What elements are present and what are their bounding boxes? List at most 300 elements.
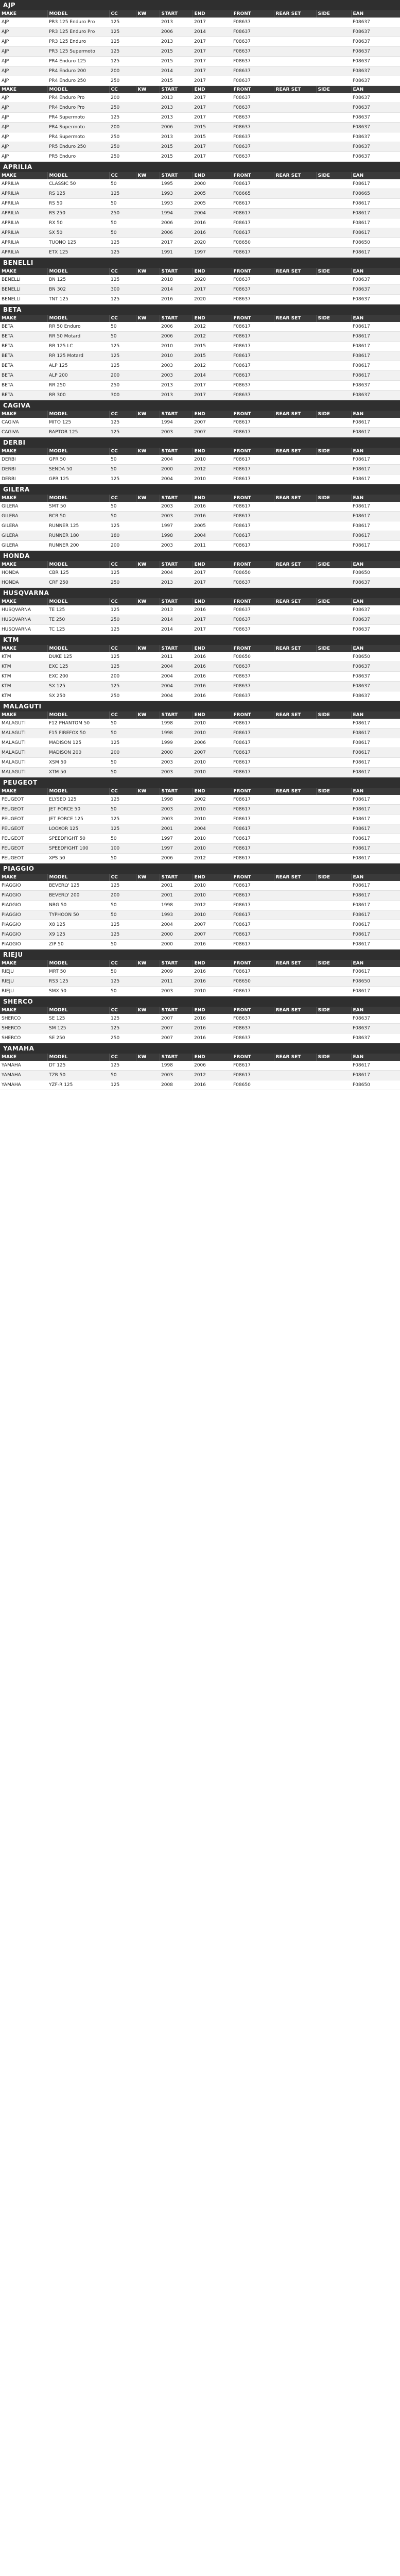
table-row [0,66,400,76]
fitment-table [0,1007,400,1043]
table-cell: 250 [109,76,136,86]
table-cell [274,152,316,162]
table-row [0,27,400,37]
table-cell: 2017 [193,578,232,588]
table-cell: RR 50 Motard [47,332,109,342]
table-cell: F08637 [232,152,274,162]
table-row [0,465,400,474]
column-header: CC [109,268,136,275]
table-cell: 2005 [193,521,232,531]
table-row [0,238,400,248]
column-header: MAKE [0,86,47,93]
table-cell [136,652,160,662]
table-cell [136,295,160,304]
table-cell [136,719,160,728]
table-cell [316,76,351,86]
table-cell [136,615,160,625]
table-cell [136,834,160,844]
table-cell: F08637 [232,391,274,400]
table-cell [316,987,351,996]
table-cell [274,605,316,615]
table-cell [316,1080,351,1090]
column-header: KW [136,561,160,568]
table-cell [274,652,316,662]
column-header: END [193,1054,232,1061]
column-header: START [160,598,193,605]
table-cell: 50 [109,179,136,189]
table-cell [316,18,351,27]
table-cell [274,66,316,76]
table-cell: RS3 125 [47,977,109,987]
table-cell: 1998 [160,1061,193,1071]
table-cell [136,881,160,891]
table-cell [316,381,351,391]
column-header: KW [136,315,160,322]
table-cell [274,455,316,465]
table-cell: 2010 [193,881,232,891]
table-cell: 2007 [160,1014,193,1024]
table-cell: 2013 [160,391,193,400]
table-cell: RIEJU [0,967,47,977]
fitment-table [0,874,400,950]
column-header: REAR SET [274,874,316,881]
table-cell: F08617 [232,891,274,901]
table-row [0,1033,400,1043]
column-header: MAKE [0,411,47,418]
table-cell: SHERCO [0,1033,47,1043]
table-cell: 125 [109,474,136,484]
table-cell: BETA [0,332,47,342]
table-header-row [0,495,400,502]
table-cell [316,844,351,854]
table-cell [136,854,160,863]
fitment-table [0,268,400,304]
table-cell [136,428,160,437]
table-cell: JET FORCE 50 [47,805,109,815]
table-cell: F08637 [232,132,274,142]
table-cell [136,1080,160,1090]
column-header: EAN [351,10,400,18]
table-cell: F08617 [351,834,400,844]
table-cell: GILERA [0,541,47,551]
column-header: MAKE [0,788,47,795]
column-header: SIDE [316,874,351,881]
fitment-table [0,711,400,777]
table-cell: 250 [109,142,136,152]
table-cell: 2015 [193,342,232,351]
table-cell [136,238,160,248]
table-cell: 50 [109,834,136,844]
table-cell: 1998 [160,728,193,738]
column-header: EAN [351,411,400,418]
table-cell: 2010 [193,844,232,854]
table-cell: 2013 [160,37,193,47]
table-cell: F08617 [232,758,274,768]
table-cell: RR 50 Enduro [47,322,109,332]
table-cell: F08617 [232,541,274,551]
table-cell [136,18,160,27]
table-cell: F08617 [232,1061,274,1071]
table-cell [274,418,316,428]
fitment-table [0,448,400,484]
table-cell: BETA [0,381,47,391]
table-cell: F08617 [351,824,400,834]
table-cell: 2004 [193,824,232,834]
table-cell: 2013 [160,18,193,27]
table-cell: F08617 [351,322,400,332]
table-header-row [0,86,400,93]
table-cell [274,521,316,531]
table-cell [316,103,351,113]
table-cell [274,27,316,37]
table-cell: 2010 [193,758,232,768]
table-cell [316,455,351,465]
table-cell: F08650 [351,238,400,248]
table-cell: AJP [0,152,47,162]
table-row [0,1080,400,1090]
column-header: END [193,960,232,967]
table-cell: PEUGEOT [0,844,47,854]
table-cell: PR4 Enduro 250 [47,76,109,86]
table-cell: SPEEDFIGHT 100 [47,844,109,854]
table-cell: YAMAHA [0,1071,47,1080]
table-cell: 50 [109,502,136,512]
table-cell [136,381,160,391]
table-cell [316,758,351,768]
table-cell: 2016 [193,502,232,512]
table-cell: F08637 [232,672,274,682]
table-cell [316,728,351,738]
table-cell: 2013 [160,113,193,123]
table-row [0,795,400,805]
column-header: MAKE [0,874,47,881]
table-cell: F08617 [351,891,400,901]
table-row [0,652,400,662]
table-row [0,351,400,361]
table-cell: F08617 [232,834,274,844]
table-cell: DERBI [0,474,47,484]
column-header: KW [136,448,160,455]
table-cell: 2000 [160,940,193,950]
table-row [0,920,400,930]
table-cell [274,578,316,588]
column-header: MAKE [0,10,47,18]
table-cell [274,123,316,132]
table-cell [316,662,351,672]
table-cell: SENDA 50 [47,465,109,474]
table-cell: F08617 [232,987,274,996]
table-cell: 125 [109,682,136,691]
table-cell: BEVERLY 125 [47,881,109,891]
brand-section [0,950,400,996]
table-cell [274,625,316,635]
table-cell: F08617 [232,342,274,351]
column-header: SIDE [316,86,351,93]
table-cell: 2012 [193,1071,232,1080]
table-cell: 2011 [160,977,193,987]
table-cell [274,691,316,701]
table-cell: F08617 [351,920,400,930]
table-cell: ELYSEO 125 [47,795,109,805]
table-cell: KTM [0,682,47,691]
table-cell [316,521,351,531]
table-row [0,854,400,863]
table-cell: 2017 [193,93,232,103]
table-cell: 1993 [160,199,193,209]
column-header: REAR SET [274,172,316,179]
column-header: SIDE [316,960,351,967]
table-cell [274,824,316,834]
table-cell: PEUGEOT [0,795,47,805]
column-header: START [160,172,193,179]
table-cell: F08637 [351,391,400,400]
table-row [0,531,400,541]
table-cell [316,285,351,295]
brand-section [0,551,400,588]
table-cell [136,502,160,512]
column-header: MODEL [47,598,109,605]
column-header: EAN [351,788,400,795]
column-header: SIDE [316,561,351,568]
table-cell: F08637 [232,57,274,66]
table-cell: 125 [109,1024,136,1033]
table-cell: F08617 [232,521,274,531]
table-cell: 300 [109,391,136,400]
table-cell [274,748,316,758]
table-cell: F08637 [351,142,400,152]
table-cell: MALAGUTI [0,719,47,728]
table-cell: F08617 [232,371,274,381]
table-cell: BETA [0,361,47,371]
table-cell [274,1080,316,1090]
table-cell [274,1061,316,1071]
table-cell: TNT 125 [47,295,109,304]
column-header: KW [136,495,160,502]
table-cell: RR 300 [47,391,109,400]
table-row [0,18,400,27]
table-cell: 2003 [160,768,193,777]
table-cell: TC 125 [47,625,109,635]
column-header: EAN [351,1007,400,1014]
table-cell: KTM [0,652,47,662]
table-cell: 2012 [193,854,232,863]
table-cell: 2010 [160,351,193,361]
table-cell [274,332,316,342]
table-cell: F08650 [232,238,274,248]
table-cell [274,502,316,512]
table-cell: 200 [109,93,136,103]
column-header: MODEL [47,645,109,652]
table-cell: PR3 125 Enduro Pro [47,27,109,37]
table-cell: F08637 [232,662,274,672]
table-cell: 1998 [160,795,193,805]
table-cell [316,719,351,728]
table-cell: 2017 [193,625,232,635]
table-cell: SMX 50 [47,987,109,996]
table-cell: AJP [0,142,47,152]
table-cell [274,901,316,910]
column-header: FRONT [232,411,274,418]
table-cell: 2018 [160,275,193,285]
table-cell [316,332,351,342]
table-cell: TE 250 [47,615,109,625]
table-cell: RR 125 Motard [47,351,109,361]
table-cell: 2014 [160,66,193,76]
table-cell: 125 [109,361,136,371]
table-cell: F08637 [351,1033,400,1043]
table-cell: 50 [109,228,136,238]
table-cell [316,881,351,891]
fitment-table [0,495,400,551]
table-cell: SX 50 [47,228,109,238]
column-header: SIDE [316,268,351,275]
table-cell: 125 [109,37,136,47]
table-cell: AJP [0,76,47,86]
table-cell [316,322,351,332]
table-cell [316,512,351,521]
table-cell: APRILIA [0,209,47,218]
table-cell [274,371,316,381]
table-cell [274,977,316,987]
table-cell [316,805,351,815]
table-header-row [0,874,400,881]
fitment-table [0,1054,400,1090]
table-cell [274,381,316,391]
table-cell [274,199,316,209]
column-header: SIDE [316,448,351,455]
table-cell: F08617 [351,854,400,863]
table-cell: MADISON 200 [47,748,109,758]
table-header-row [0,411,400,418]
column-header: MAKE [0,448,47,455]
table-cell: BENELLI [0,285,47,295]
table-cell: F08617 [351,418,400,428]
table-cell: F08637 [232,625,274,635]
table-cell: YAMAHA [0,1080,47,1090]
table-cell [274,662,316,672]
table-cell: 1991 [160,248,193,258]
table-cell: 2014 [193,27,232,37]
table-row [0,275,400,285]
table-row [0,568,400,578]
table-cell: F08617 [351,758,400,768]
table-cell [136,815,160,824]
column-header: MODEL [47,711,109,719]
table-cell: F08637 [351,682,400,691]
column-header: END [193,411,232,418]
table-cell: GILERA [0,531,47,541]
table-cell [316,418,351,428]
table-cell [274,568,316,578]
table-row [0,824,400,834]
table-cell: F08650 [351,652,400,662]
table-cell: F08637 [232,285,274,295]
column-header: MODEL [47,411,109,418]
table-cell [136,748,160,758]
table-cell [316,391,351,400]
table-cell [136,758,160,768]
table-cell: 2004 [193,531,232,541]
table-cell [136,285,160,295]
table-cell: 2010 [193,768,232,777]
table-row [0,332,400,342]
column-header: CC [109,448,136,455]
table-row [0,719,400,728]
column-header: START [160,788,193,795]
table-cell: F08617 [232,332,274,342]
table-cell: 2003 [160,1071,193,1080]
column-header: MODEL [47,448,109,455]
column-header: FRONT [232,495,274,502]
table-cell: F08637 [351,152,400,162]
table-cell: 2016 [193,512,232,521]
table-cell [316,578,351,588]
column-header: FRONT [232,874,274,881]
table-cell: F08637 [351,578,400,588]
table-row [0,502,400,512]
table-cell: F08617 [232,768,274,777]
table-cell: 125 [109,57,136,66]
table-cell [316,940,351,950]
brand-section [0,484,400,551]
table-cell: F08650 [232,652,274,662]
table-cell: 2014 [193,371,232,381]
table-cell [274,361,316,371]
column-header: START [160,711,193,719]
table-cell [274,1024,316,1033]
table-cell [136,940,160,950]
table-cell: 250 [109,132,136,142]
brand-section [0,777,400,863]
table-cell: YZF-R 125 [47,1080,109,1090]
table-cell [136,805,160,815]
column-header: START [160,1007,193,1014]
fitment-table [0,315,400,400]
table-cell: PIAGGIO [0,930,47,940]
table-cell [316,238,351,248]
table-cell: DUKE 125 [47,652,109,662]
table-cell: F08617 [351,805,400,815]
table-cell [136,474,160,484]
table-cell: PR4 Supermoto [47,113,109,123]
brand-section [0,0,400,86]
table-cell: PIAGGIO [0,891,47,901]
table-cell: 125 [109,815,136,824]
table-row [0,940,400,950]
table-cell: F08637 [351,615,400,625]
table-cell [316,474,351,484]
table-cell: 2004 [160,455,193,465]
table-cell: 250 [109,103,136,113]
table-cell: APRILIA [0,189,47,199]
table-cell: RX 50 [47,218,109,228]
table-cell: 2016 [193,977,232,987]
column-header: FRONT [232,711,274,719]
fitment-table [0,960,400,996]
table-cell: DERBI [0,455,47,465]
table-row [0,322,400,332]
table-cell: F08617 [232,854,274,863]
table-cell: 2016 [193,1014,232,1024]
table-cell: F08617 [232,248,274,258]
table-cell [316,531,351,541]
table-cell: F08617 [351,199,400,209]
column-header: START [160,874,193,881]
table-cell [274,218,316,228]
table-header-row [0,1007,400,1014]
table-cell: 2013 [160,605,193,615]
table-cell: AJP [0,103,47,113]
